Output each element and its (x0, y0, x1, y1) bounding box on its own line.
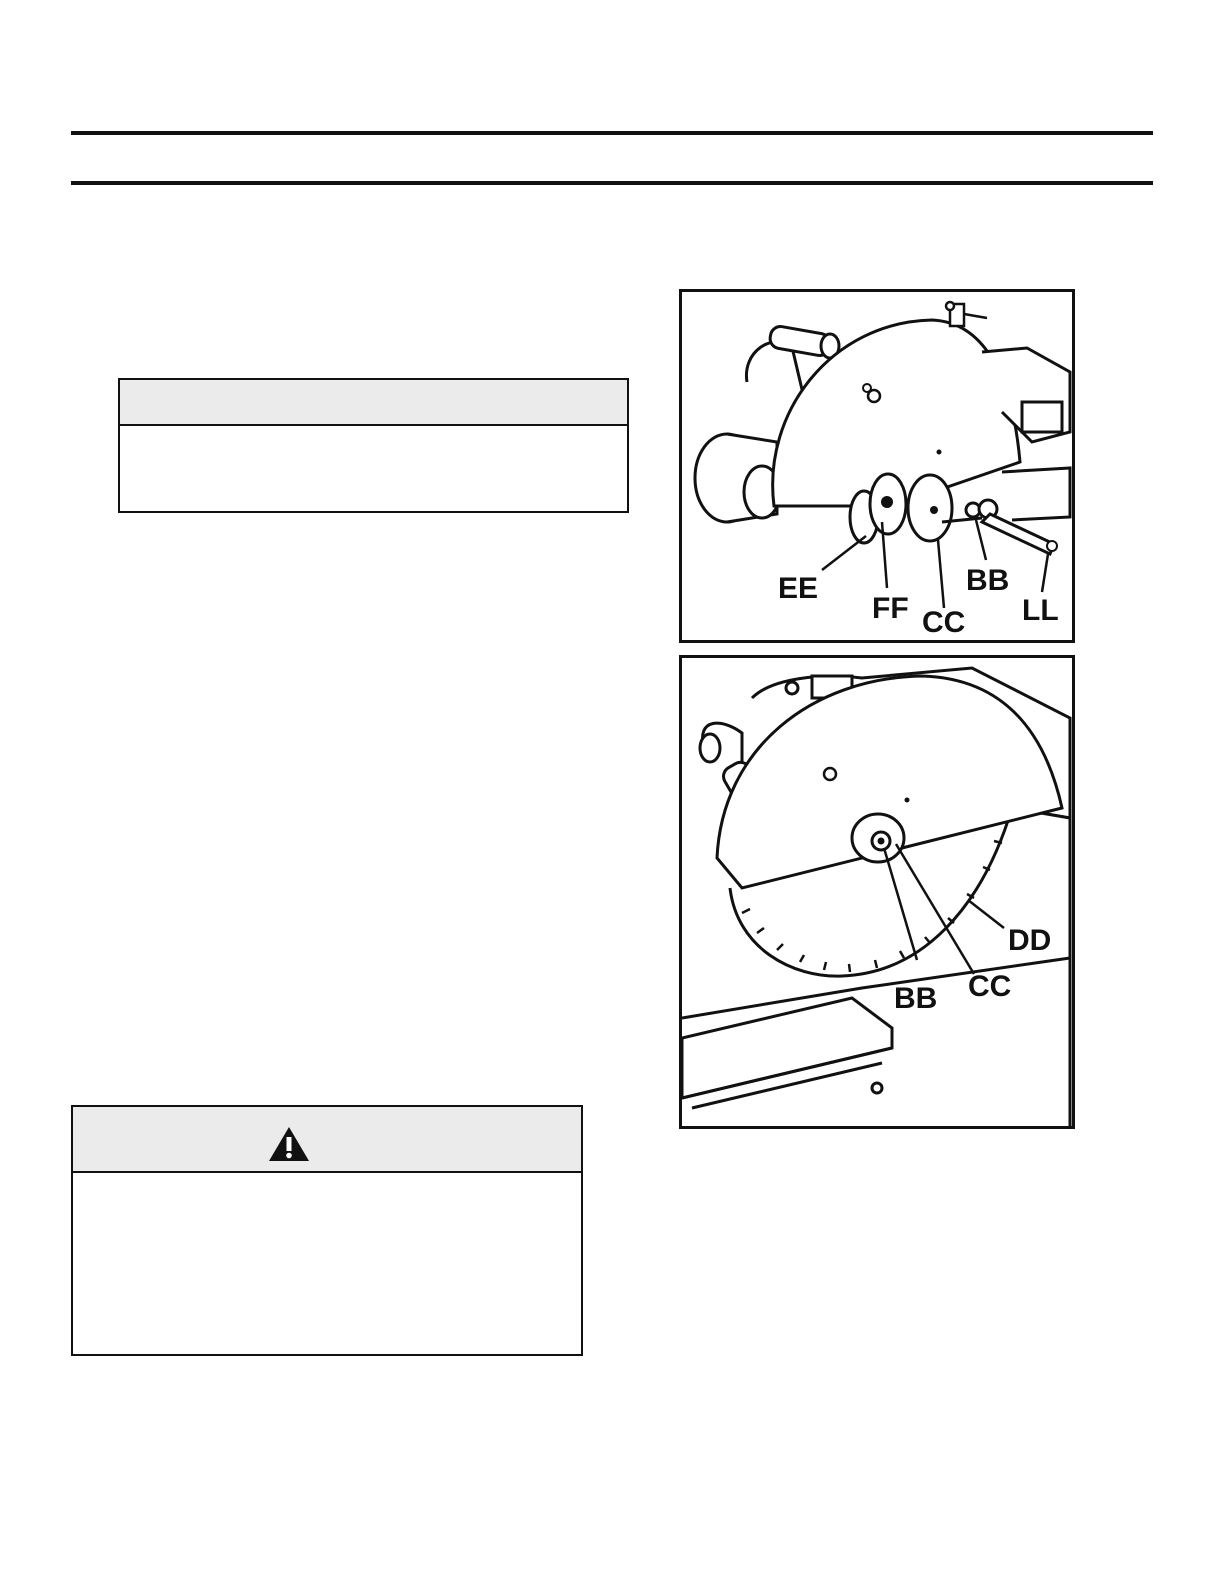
flange-cc (908, 475, 952, 541)
callout-ff: FF (872, 592, 909, 625)
notice-box (118, 378, 629, 513)
header-rule-bottom (71, 181, 1153, 185)
callout-bb: BB (966, 564, 1010, 597)
figure-blade-installed-drawing (682, 658, 1072, 1126)
callout-cc: CC (968, 970, 1012, 1003)
callout-ll: LL (1022, 594, 1059, 627)
notice-box-header (120, 380, 627, 426)
warning-box-header (73, 1107, 581, 1173)
header-rule-top (71, 131, 1153, 135)
figure-blade-installed (679, 655, 1075, 1129)
callout-cc: CC (922, 606, 966, 639)
figure-blade-removal (679, 289, 1075, 643)
figure-blade-removal-drawing (682, 292, 1072, 640)
warning-box (71, 1105, 583, 1356)
warning-triangle-icon (267, 1125, 311, 1163)
callout-ee: EE (778, 572, 819, 605)
callout-bb: BB (894, 982, 938, 1015)
callout-dd: DD (1008, 924, 1052, 957)
